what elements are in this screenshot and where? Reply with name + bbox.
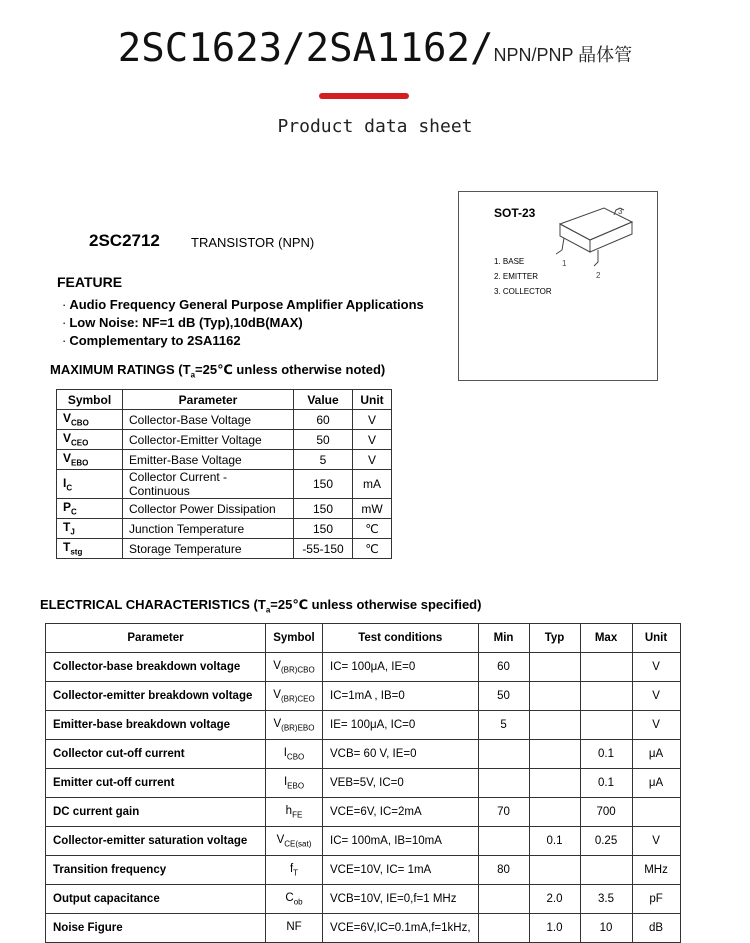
unit-cell: V [632,653,680,682]
value-cell: 150 [294,470,353,499]
min-cell: 50 [478,682,529,711]
parameter-cell: Storage Temperature [123,539,294,559]
symbol-cell [57,410,123,430]
table-row [46,769,681,798]
table-row [57,470,392,499]
symbol-text: V [63,431,72,446]
symbol-text: I [63,475,67,490]
table-header-row [57,390,392,410]
symbol-cell [57,430,123,450]
max-cell: 0.25 [580,827,632,856]
symbol-cell [266,914,323,943]
parameter-cell: Emitter-base breakdown voltage [46,711,266,740]
max-cell: 10 [580,914,632,943]
unit-cell [632,798,680,827]
symbol-cell [57,450,123,470]
unit-cell: μA [632,769,680,798]
title-main: 2SC1623/2SA1162/ [117,26,494,71]
part-description: TRANSISTOR (NPN) [191,235,315,250]
symbol-text: V [273,717,282,730]
symbol-cell [57,519,123,539]
symbol-text: T [63,540,71,555]
pin-item: 1. BASE [494,257,525,266]
symbol-cell [57,539,123,559]
value-cell: 60 [294,410,353,430]
unit-cell: V [632,682,680,711]
table-header-row [46,624,681,653]
table-row [57,450,392,470]
condition-cell: IE= 100μA, IC=0 [323,711,479,740]
unit-cell: μA [632,740,680,769]
value-cell: 50 [294,430,353,450]
value-cell: 150 [294,499,353,519]
parameter-cell: Collector cut-off current [46,740,266,769]
feature-heading: FEATURE [57,274,123,290]
col-header: Parameter [123,390,294,410]
lead-2 [594,250,598,266]
symbol-subscript: (BR)EBO [281,723,315,733]
table-row [46,856,681,885]
col-header: Unit [632,624,680,653]
unit-cell: V [353,450,392,470]
symbol-cell [57,470,123,499]
package-left-face [560,224,590,252]
unit-cell: dB [632,914,680,943]
min-cell: 80 [478,856,529,885]
table-row [46,711,681,740]
symbol-text: I [283,746,287,759]
max-cell: 0.1 [580,769,632,798]
condition-cell: IC= 100mA, IB=10mA [323,827,479,856]
unit-cell: pF [632,885,680,914]
max-cell [580,653,632,682]
unit-cell: V [353,430,392,450]
unit-cell: ℃ [353,539,392,559]
value-cell: 150 [294,519,353,539]
symbol-text: NF [286,920,302,933]
symbol-subscript: C [66,483,73,493]
table-row [46,914,681,943]
col-header: Test conditions [323,624,479,653]
condition-cell: VEB=5V, IC=0 [323,769,479,798]
unit-cell: V [632,827,680,856]
min-cell [478,740,529,769]
typ-cell [529,769,580,798]
condition-cell: VCB= 60 V, IE=0 [323,740,479,769]
symbol-subscript: CEO [71,438,89,448]
pin-number-3: 3 [618,207,623,216]
unit-cell: MHz [632,856,680,885]
package-right-face [590,222,632,252]
unit-cell: V [353,410,392,430]
value-cell: -55-150 [294,539,353,559]
page-title [0,26,750,71]
table-row [57,499,392,519]
col-header: Unit [353,390,392,410]
parameter-cell: Emitter-Base Voltage [123,450,294,470]
symbol-cell [57,499,123,519]
symbol-subscript: EBO [287,781,305,791]
table-row [57,410,392,430]
max-ratings-table [56,389,392,559]
symbol-text: V [276,833,285,846]
symbol-text: V [273,659,281,672]
symbol-cell [266,711,323,740]
unit-cell: mA [353,470,392,499]
condition-cell: IC=1mA , IB=0 [323,682,479,711]
table-row [46,682,681,711]
min-cell [478,885,529,914]
lead-1 [556,238,564,254]
title-suffix: NPN/PNP 晶体管 [493,45,633,65]
page-subtitle: Product data sheet [277,116,473,137]
symbol-cell [266,769,323,798]
pin-number-1: 1 [562,259,567,268]
condition-cell: VCE=10V, IC= 1mA [323,856,479,885]
accent-bar [319,93,409,99]
table-row [46,885,681,914]
max-cell [580,856,632,885]
max-cell [580,682,632,711]
symbol-subscript: EBO [71,458,89,468]
typ-cell: 0.1 [529,827,580,856]
symbol-text: h [285,804,293,817]
symbol-text: V [273,688,281,701]
feature-item: · Low Noise: NF=1 dB (Typ),10dB(MAX) [62,314,424,332]
parameter-cell: Collector-Base Voltage [123,410,294,430]
col-header: Typ [529,624,580,653]
typ-cell [529,740,580,769]
symbol-cell [266,653,323,682]
table-row [57,430,392,450]
symbol-text: T [63,520,71,535]
symbol-text: f [289,862,294,875]
col-header: Max [580,624,632,653]
symbol-text: C [285,891,294,904]
symbol-cell [266,798,323,827]
table-row [46,827,681,856]
parameter-cell: Collector-Emitter Voltage [123,430,294,450]
feature-item: · Audio Frequency General Purpose Amplifier Applications [62,296,424,314]
unit-cell: mW [353,499,392,519]
table-row [46,798,681,827]
symbol-subscript: CE(sat) [284,839,312,849]
condition-cell: IC= 100μA, IE=0 [323,653,479,682]
col-header: Min [478,624,529,653]
feature-item: · Complementary to 2SA1162 [62,332,424,350]
symbol-text: P [63,500,72,515]
parameter-cell: Collector-base breakdown voltage [46,653,266,682]
max-cell [580,711,632,740]
symbol-cell [266,885,323,914]
symbol-cell [266,682,323,711]
electrical-heading: ELECTRICAL CHARACTERISTICS ($T_a=25℃$ unless otherwise specified) [40,597,482,615]
unit-cell: V [632,711,680,740]
min-cell [478,769,529,798]
typ-cell [529,653,580,682]
max-ratings-heading: MAXIMUM RATINGS ($T_a=25℃$ unless otherwise noted) [50,362,386,380]
min-cell: 60 [478,653,529,682]
symbol-subscript: ob [293,897,303,907]
symbol-subscript: stg [70,547,83,557]
symbol-cell [266,827,323,856]
symbol-text: I [283,775,288,788]
symbol-cell [266,856,323,885]
col-header: Value [294,390,353,410]
unit-cell: ℃ [353,519,392,539]
typ-cell [529,682,580,711]
max-cell: 3.5 [580,885,632,914]
sot23-package-drawing [550,200,650,290]
table-row [46,740,681,769]
value-cell: 5 [294,450,353,470]
typ-cell [529,711,580,740]
symbol-subscript: T [293,868,299,878]
condition-cell: VCE=6V,IC=0.1mA,f=1kHz, [323,914,479,943]
parameter-cell: DC current gain [46,798,266,827]
symbol-subscript: CBO [286,752,305,762]
symbol-cell [266,740,323,769]
symbol-text: V [63,451,72,466]
typ-cell: 2.0 [529,885,580,914]
symbol-subscript: (BR)CBO [280,665,315,675]
electrical-table [45,623,681,943]
table-row [57,539,392,559]
symbol-subscript: CBO [71,418,89,428]
part-number: 2SC2712 [89,231,160,250]
max-cell: 700 [580,798,632,827]
parameter-cell: Collector-emitter saturation voltage [46,827,266,856]
symbol-subscript: (BR)CEO [280,694,315,704]
col-header: Parameter [46,624,266,653]
max-cell: 0.1 [580,740,632,769]
col-header: Symbol [57,390,123,410]
table-row [57,519,392,539]
condition-cell: VCE=6V, IC=2mA [323,798,479,827]
min-cell [478,914,529,943]
pin-item: 3. COLLECTOR [494,287,552,296]
parameter-cell: Collector Current -Continuous [123,470,294,499]
table-row [46,653,681,682]
symbol-subscript: J [70,527,75,537]
parameter-cell: Junction Temperature [123,519,294,539]
typ-cell [529,856,580,885]
pin-item: 2. EMITTER [494,272,539,281]
pin-list [494,254,552,299]
symbol-subscript: C [71,507,77,517]
parameter-cell: Collector Power Dissipation [123,499,294,519]
symbol-text: V [63,411,72,426]
package-name: SOT-23 [494,206,536,220]
typ-cell [529,798,580,827]
feature-list [62,296,424,350]
parameter-cell: Noise Figure [46,914,266,943]
symbol-subscript: FE [292,810,303,820]
parameter-cell: Transition frequency [46,856,266,885]
parameter-cell: Emitter cut-off current [46,769,266,798]
parameter-cell: Collector-emitter breakdown voltage [46,682,266,711]
min-cell: 70 [478,798,529,827]
parameter-cell: Output capacitance [46,885,266,914]
pin-number-2: 2 [596,271,601,280]
min-cell [478,827,529,856]
condition-cell: VCB=10V, IE=0,f=1 MHz [323,885,479,914]
col-header: Symbol [266,624,323,653]
typ-cell: 1.0 [529,914,580,943]
min-cell: 5 [478,711,529,740]
